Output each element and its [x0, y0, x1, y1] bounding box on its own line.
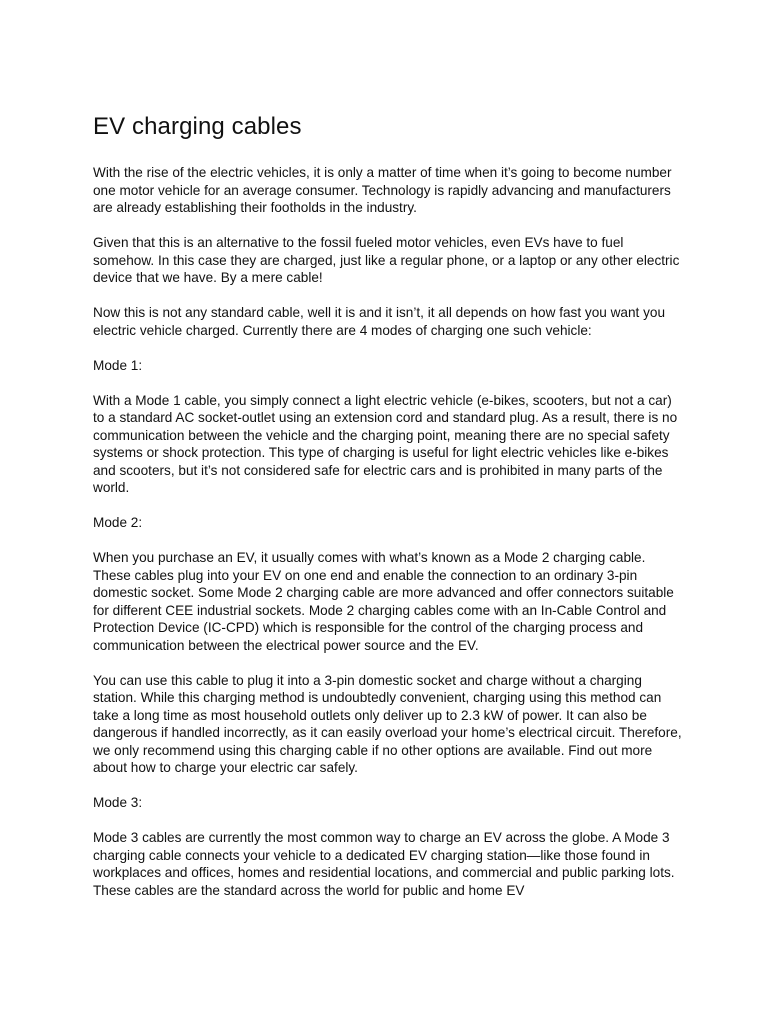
paragraph-mode-2: When you purchase an EV, it usually comes with what’s known as a Mode 2 charging cable. These cables plug into your EV on one end and enable the connection to an ordinary 3-pin domestic socket. Some Mode 2 charging cable are more advanced and offer connectors suitable for different CEE industrial sockets. Mode 2 charging cables come with an In-Cable Control and Protection Device (IC-CPD) which is responsible for the control of the charging process and communication between the electrical power source and the EV. [93, 550, 674, 653]
paragraph-fuel: Given that this is an alternative to the fossil fueled motor vehicles, even EVs have to fuel somehow. In this case they are charged, just like a regular phone, or a laptop or any other electric device that we have. By a mere cable! [93, 235, 680, 285]
paragraph-mode-2-usage: You can use this cable to plug it into a 3-pin domestic socket and charge without a charging station. While this charging method is undoubtedly convenient, charging using this method can take a long time as most household outlets only deliver up to 2.3 kW of power. It can also be dangerous if handled incorrectly, as it can easily overload your home’s electrical circuit. Therefore, we only recommend using this charging cable if no other options are available. Find out more about how to charge your electric car safely. [93, 672, 682, 775]
document-page [93, 112, 685, 917]
paragraph-mode-1: With a Mode 1 cable, you simply connect a light electric vehicle (e-bikes, scooters, but not a car) to a standard AC socket-outlet using an extension cord and standard plug. As a result, there is no communication between the vehicle and the charging point, meaning there are no special safety systems or shock protection. This type of charging is useful for light electric vehicles like e-bikes and scooters, but it’s not considered safe for electric cars and is prohibited in many parts of the world. [93, 392, 678, 495]
document-title: EV charging cables [93, 113, 302, 140]
heading-mode-1: Mode 1: [93, 357, 143, 373]
paragraph-intro: With the rise of the electric vehicles, it is only a matter of time when it’s going to become number one motor vehicle for an average consumer. Technology is rapidly advancing and manufacturers are already establishing their footholds in the industry. [93, 165, 672, 215]
paragraph-mode-3: Mode 3 cables are currently the most common way to charge an EV across the globe. A Mode 3 charging cable connects your vehicle to a dedicated EV charging station—like those found in workplaces and offices, homes and residential locations, and commercial and public parking lots. These cables are the standard across the world for public and home EV [93, 830, 675, 898]
paragraph-modes-intro: Now this is not any standard cable, well it is and it isn’t, it all depends on how fast you want you electric vehicle charged. Currently there are 4 modes of charging one such vehicle: [93, 305, 665, 338]
heading-mode-2: Mode 2: [93, 515, 143, 530]
heading-mode-3: Mode 3: [93, 795, 143, 810]
